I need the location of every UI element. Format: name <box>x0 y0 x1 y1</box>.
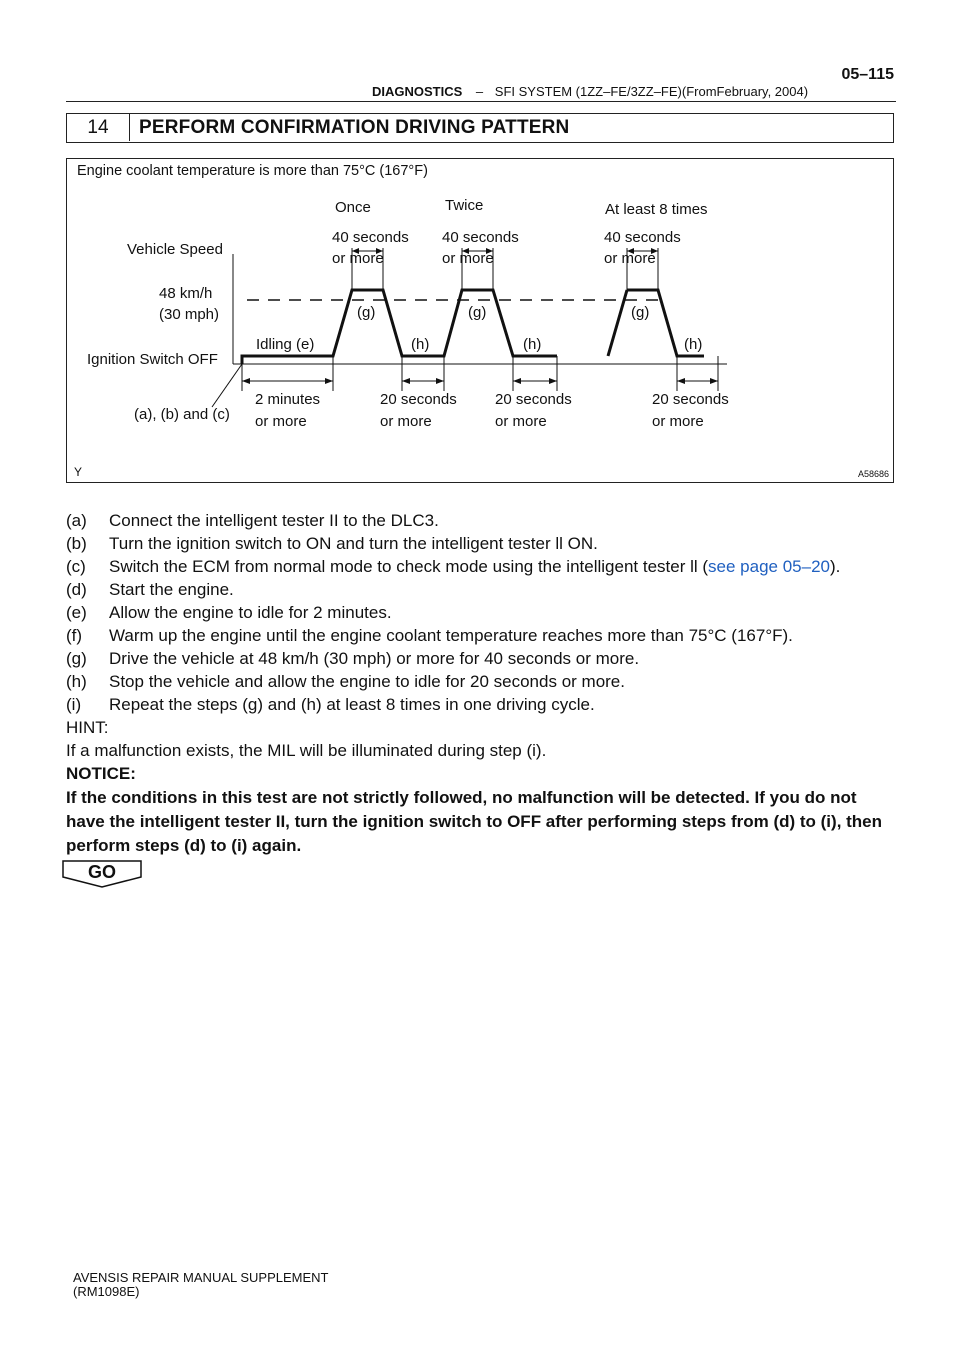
speed-mph-label: (30 mph) <box>159 306 220 323</box>
notice-line-3: perform steps (d) to (i) again. <box>66 836 302 855</box>
h2-duration-l2: or more <box>495 413 547 430</box>
step-title: PERFORM CONFIRMATION DRIVING PATTERN <box>139 117 570 138</box>
step-marker: (g) <box>66 649 87 668</box>
hint-text: If a malfunction exists, the MIL will be illuminated during step (i). <box>66 741 547 760</box>
step-text: Warm up the engine until the engine coolant temperature reaches more than 75°C (167°F). <box>109 626 793 645</box>
step-marker: (i) <box>66 695 82 714</box>
twice-duration-l2: or more <box>442 250 494 267</box>
step-marker: (h) <box>66 672 87 691</box>
notice-label: NOTICE: <box>66 764 136 783</box>
step-text: Stop the vehicle and allow the engine to idle for 20 seconds or more. <box>109 672 625 691</box>
vehicle-speed-label: Vehicle Speed <box>127 241 223 258</box>
step-marker: (a) <box>66 511 87 530</box>
abc-leader-line <box>212 364 242 407</box>
condition-label: Engine coolant temperature is more than 75°C (167°F) <box>77 163 428 179</box>
once-duration-l1: 40 seconds <box>332 229 409 246</box>
running-header <box>372 84 808 99</box>
idle-duration-l1: 2 minutes <box>255 391 321 408</box>
twice-duration-l1: 40 seconds <box>442 229 519 246</box>
g-label-2: (g) <box>468 304 487 321</box>
header-rule <box>66 101 896 102</box>
step-marker: (e) <box>66 603 87 622</box>
see-page-link[interactable]: see page 05–20 <box>708 557 830 576</box>
twice-label: Twice <box>445 197 484 214</box>
at-least-8-label: At least 8 times <box>605 201 708 218</box>
step-text: Switch the ECM from normal mode to check mode using the intelligent tester ll (see page 05–20). <box>109 557 841 576</box>
step-text: Start the engine. <box>109 580 234 599</box>
step-number: 14 <box>67 114 130 141</box>
h3-duration-l2: or more <box>652 413 704 430</box>
speed-kmh-label: 48 km/h <box>159 285 213 302</box>
notice-line-2: have the intelligent tester II, turn the ignition switch to OFF after performing steps from (d) to (i), then <box>66 812 883 831</box>
figure-corner-mark: Y <box>74 465 83 479</box>
footer-manual-title: AVENSIS REPAIR MANUAL SUPPLEMENT <box>73 1270 329 1285</box>
step-text: Connect the intelligent tester II to the DLC3. <box>109 511 439 530</box>
go-label: GO <box>87 862 116 882</box>
idling-label: Idling (e) <box>256 336 315 353</box>
h2-duration-l1: 20 seconds <box>495 391 572 408</box>
abc-label: (a), (b) and (c) <box>134 406 230 423</box>
h-label-2: (h) <box>523 336 542 353</box>
step-marker: (b) <box>66 534 87 553</box>
subsection-name: SFI SYSTEM (1ZZ–FE/3ZZ–FE)(FromFebruary, 2004) <box>494 84 809 99</box>
ignition-off-label: Ignition Switch OFF <box>87 351 218 368</box>
idle-duration-l2: or more <box>255 413 307 430</box>
step-text: Repeat the steps (g) and (h) at least 8 times in one driving cycle. <box>109 695 595 714</box>
step-marker: (c) <box>66 557 86 576</box>
step-text: Turn the ignition switch to ON and turn the intelligent tester ll ON. <box>109 534 598 553</box>
footer-manual-code: (RM1098E) <box>73 1284 140 1299</box>
once-label: Once <box>335 199 371 216</box>
notice-line-1: If the conditions in this test are not strictly followed, no malfunction will be detected. If you do not <box>66 788 857 807</box>
header-separator: – <box>475 84 484 99</box>
once-duration-l2: or more <box>332 250 384 267</box>
step-box <box>66 113 894 143</box>
last-duration-l1: 40 seconds <box>604 229 681 246</box>
driving-pattern-figure <box>66 158 894 483</box>
g-label-3: (g) <box>631 304 650 321</box>
go-button[interactable] <box>62 860 142 888</box>
step-text: Allow the engine to idle for 2 minutes. <box>109 603 392 622</box>
h1-duration-l2: or more <box>380 413 432 430</box>
h-label-1: (h) <box>411 336 430 353</box>
h-label-3: (h) <box>684 336 703 353</box>
step-text: Drive the vehicle at 48 km/h (30 mph) or more for 40 seconds or more. <box>109 649 640 668</box>
page-number: 05–115 <box>841 66 894 83</box>
last-duration-l2: or more <box>604 250 656 267</box>
g-label-1: (g) <box>357 304 376 321</box>
h1-duration-l1: 20 seconds <box>380 391 457 408</box>
section-name: DIAGNOSTICS <box>372 84 463 99</box>
step-marker: (f) <box>66 626 83 645</box>
figure-id: A58686 <box>857 469 889 479</box>
step-marker: (d) <box>66 580 87 599</box>
hint-label: HINT: <box>66 718 109 737</box>
h3-duration-l1: 20 seconds <box>652 391 729 408</box>
